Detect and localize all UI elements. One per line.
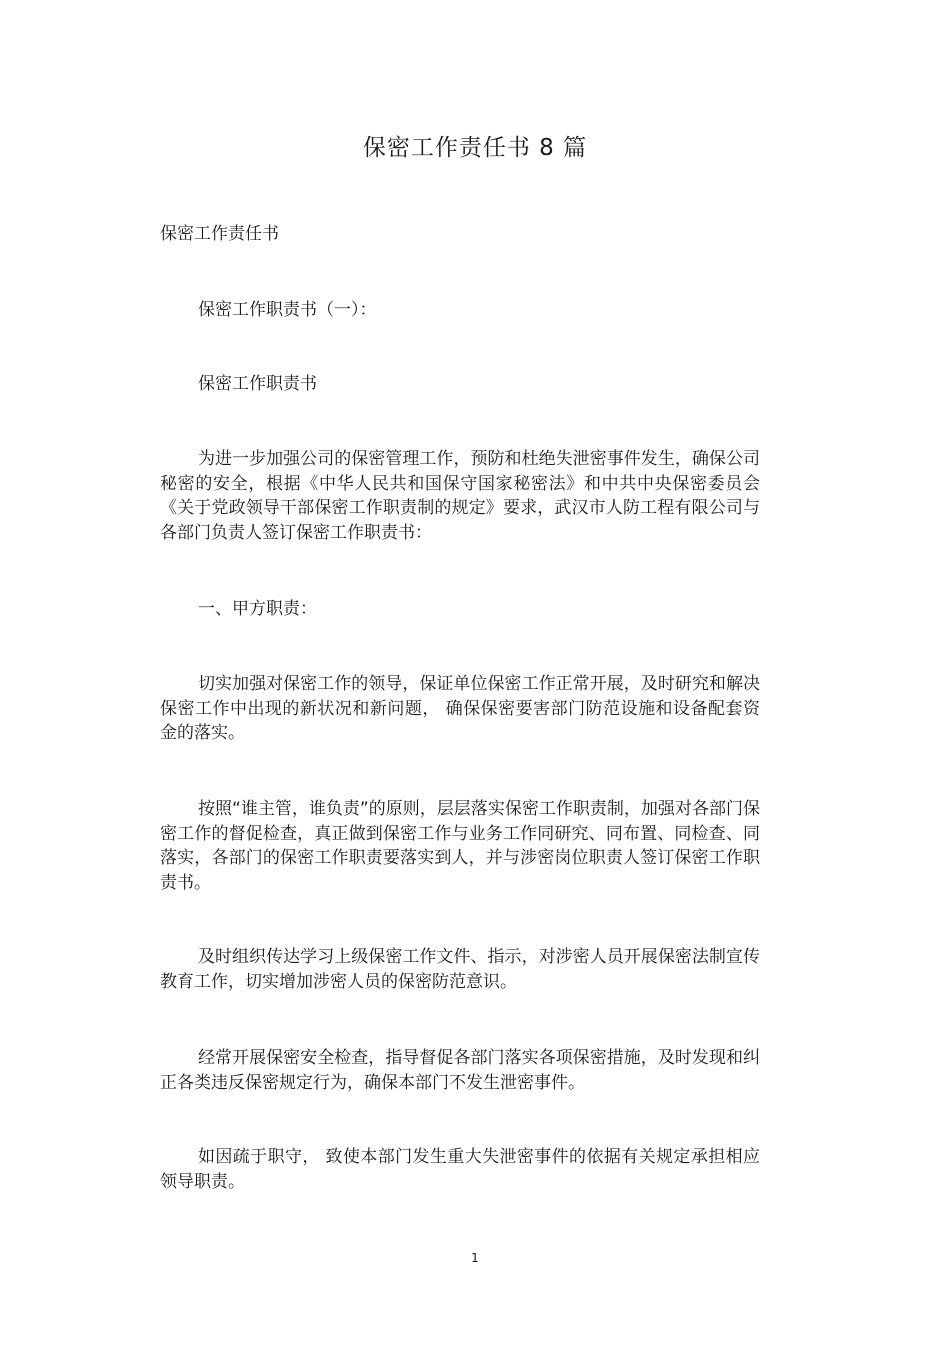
body-paragraph: 经常开展保密安全检查，指导督促各部门落实各项保密措施，及时发现和纠正各类违反保密规定行为，确保本部门不发生泄密事件。 (160, 1048, 760, 1093)
body-paragraph: 及时组织传达学习上级保密工作文件、指示，对涉密人员开展保密法制宣传教育工作，切实增加涉密人员的保密防范意识。 (160, 947, 760, 992)
page-number: 1 (471, 1251, 479, 1265)
document-subtitle: 保密工作责任书 (160, 224, 279, 244)
body-paragraph: 如因疏于职守， 致使本部门发生重大失泄密事件的依据有关规定承担相应领导职责。 (160, 1147, 760, 1192)
party-a-heading: 一、甲方职责： (198, 599, 317, 619)
document-title: 保密工作责任书 8 篇 (362, 135, 588, 161)
body-paragraph: 按照“谁主管，谁负责”的原则，层层落实保密工作职责制，加强对各部门保密工作的督促检查，真正做到保密工作与业务工作同研究、同布置、同检查、同落实，各部门的保密工作职责要落实到人，并与涉密岗位职责人签订保密工作职责书。 (160, 799, 760, 893)
doc-heading: 保密工作职责书 (198, 374, 317, 394)
intro-paragraph: 为进一步加强公司的保密管理工作，预防和杜绝失泄密事件发生，确保公司秘密的安全，根据《中华人民共和国保守国家秘密法》和中共中央保密委员会《关于党政领导干部保密工作职责制的规定》要求，武汉市人防工程有限公司与各部门负责人签订保密工作职责书： (160, 449, 760, 543)
section-heading: 保密工作职责书（一）： (198, 300, 377, 320)
body-paragraph: 切实加强对保密工作的领导，保证单位保密工作正常开展，及时研究和解决保密工作中出现的新状况和新问题， 确保保密要害部门防范设施和设备配套资金的落实。 (160, 674, 760, 743)
